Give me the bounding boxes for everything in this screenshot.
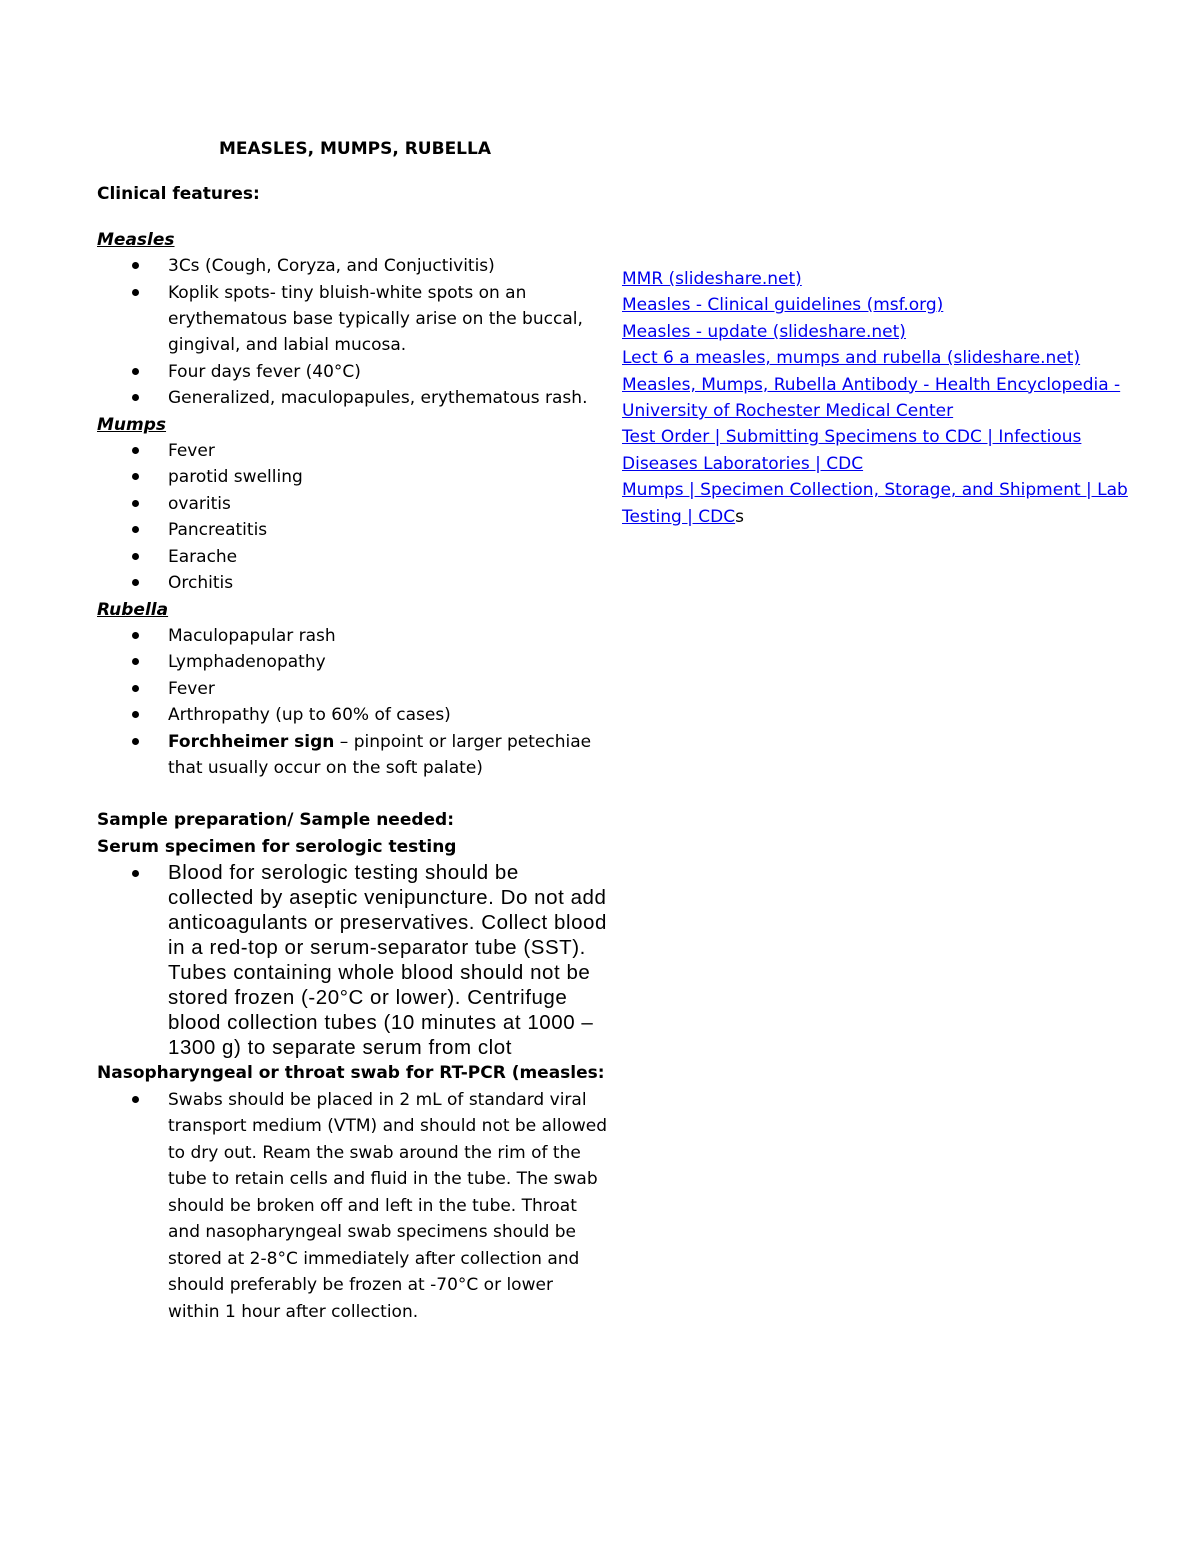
- serum-specimen-heading: Serum specimen for serologic testing: [97, 836, 457, 857]
- list-item: Four days fever (40°C): [97, 359, 607, 385]
- serum-list: [97, 860, 607, 1060]
- forchheimer-sign-term: Forchheimer sign: [168, 731, 335, 752]
- bullet-icon: [132, 711, 139, 718]
- bullet-icon: [132, 1096, 139, 1103]
- link-mmr-slideshare[interactable]: MMR (slideshare.net): [622, 269, 802, 289]
- bullet-icon: [132, 685, 139, 692]
- mumps-list: [97, 438, 607, 596]
- bullet-icon: [132, 632, 139, 639]
- list-item: [97, 729, 607, 782]
- bullet-icon: [132, 500, 139, 507]
- list-item: ovaritis: [97, 491, 607, 517]
- bullet-icon: [132, 870, 139, 877]
- spacer: [97, 781, 607, 807]
- measles-list: [97, 253, 607, 411]
- list-item: parotid swelling: [97, 464, 607, 490]
- list-item: Fever: [97, 438, 607, 464]
- bullet-icon: [132, 553, 139, 560]
- list-item: Arthropathy (up to 60% of cases): [97, 702, 607, 728]
- list-item: Generalized, maculopapules, erythematous rash.: [97, 385, 607, 411]
- link-measles-clinical-guidelines[interactable]: Measles - Clinical guidelines (msf.org): [622, 295, 944, 316]
- rubella-heading: Rubella: [97, 599, 169, 620]
- document-body: [97, 136, 607, 1325]
- bullet-icon: [132, 394, 139, 401]
- list-item: Pancreatitis: [97, 517, 607, 543]
- bullet-icon: [132, 473, 139, 480]
- reference-links: [622, 266, 1142, 530]
- list-item: Lymphadenopathy: [97, 649, 607, 675]
- bullet-icon: [132, 368, 139, 375]
- measles-heading: Measles: [97, 229, 175, 250]
- forchheimer-sign-description: – pinpoint or larger petechiae that usually occur on the soft palate): [168, 731, 592, 778]
- clinical-features-heading: Clinical features:: [97, 184, 260, 205]
- document-title: MEASLES, MUMPS, RUBELLA: [219, 139, 491, 159]
- last-link-line: [622, 477, 1142, 530]
- link-cdc-test-order[interactable]: Test Order | Submitting Specimens to CDC | Infectious Diseases Laboratories | CDC: [622, 427, 1082, 474]
- link-urmc-antibody[interactable]: Measles, Mumps, Rubella Antibody - Health Encyclopedia - University of Rochester Medical Center: [622, 374, 1121, 422]
- bullet-icon: [132, 262, 139, 269]
- link-cdc-mumps-specimen[interactable]: Mumps | Specimen Collection, Storage, and Shipment | Lab Testing | CDC: [622, 480, 1128, 527]
- list-item: Blood for serologic testing should be collected by aseptic venipuncture. Do not add anticoagulants or preservatives. Collect blood in a red-top or serum-separator tube (SST). Tubes containing whole blood should not be stored frozen (-20°C or lower). Centrifuge blood collection tubes (10 minutes at 1000 – 1300 g) to separate serum from clot: [97, 860, 607, 1060]
- bullet-icon: [132, 526, 139, 533]
- list-item: Koplik spots- tiny bluish-white spots on an erythematous base typically arise on the buccal, gingival, and labial mucosa.: [97, 280, 607, 359]
- link-lect-6-measles[interactable]: Lect 6 a measles, mumps and rubella (slideshare.net): [622, 348, 1081, 369]
- bullet-icon: [132, 289, 139, 296]
- list-item: Orchitis: [97, 570, 607, 596]
- rubella-list: [97, 623, 607, 781]
- swab-specimen-heading: Nasopharyngeal or throat swab for RT-PCR (measles:: [97, 1063, 605, 1084]
- link-measles-update[interactable]: Measles - update (slideshare.net): [622, 321, 906, 342]
- mumps-heading: Mumps: [97, 414, 167, 435]
- trailing-text: s: [735, 506, 744, 527]
- bullet-icon: [132, 447, 139, 454]
- list-item: Maculopapular rash: [97, 623, 607, 649]
- bullet-icon: [132, 738, 139, 745]
- list-item: 3Cs (Cough, Coryza, and Conjuctivitis): [97, 253, 607, 279]
- bullet-icon: [132, 579, 139, 586]
- bullet-icon: [132, 658, 139, 665]
- list-item: Swabs should be placed in 2 mL of standard viral transport medium (VTM) and should not be allowed to dry out. Ream the swab around the rim of the tube to retain cells and fluid in the tube. The swab should be broken off and left in the tube. Throat and nasopharyngeal swab specimens should be stored at 2-8°C immediately after collection and should preferably be frozen at -70°C or lower within 1 hour after collection.: [97, 1087, 607, 1326]
- swab-list: [97, 1087, 607, 1326]
- list-item: Earache: [97, 544, 607, 570]
- sample-preparation-heading: Sample preparation/ Sample needed:: [97, 810, 455, 831]
- list-item: Fever: [97, 676, 607, 702]
